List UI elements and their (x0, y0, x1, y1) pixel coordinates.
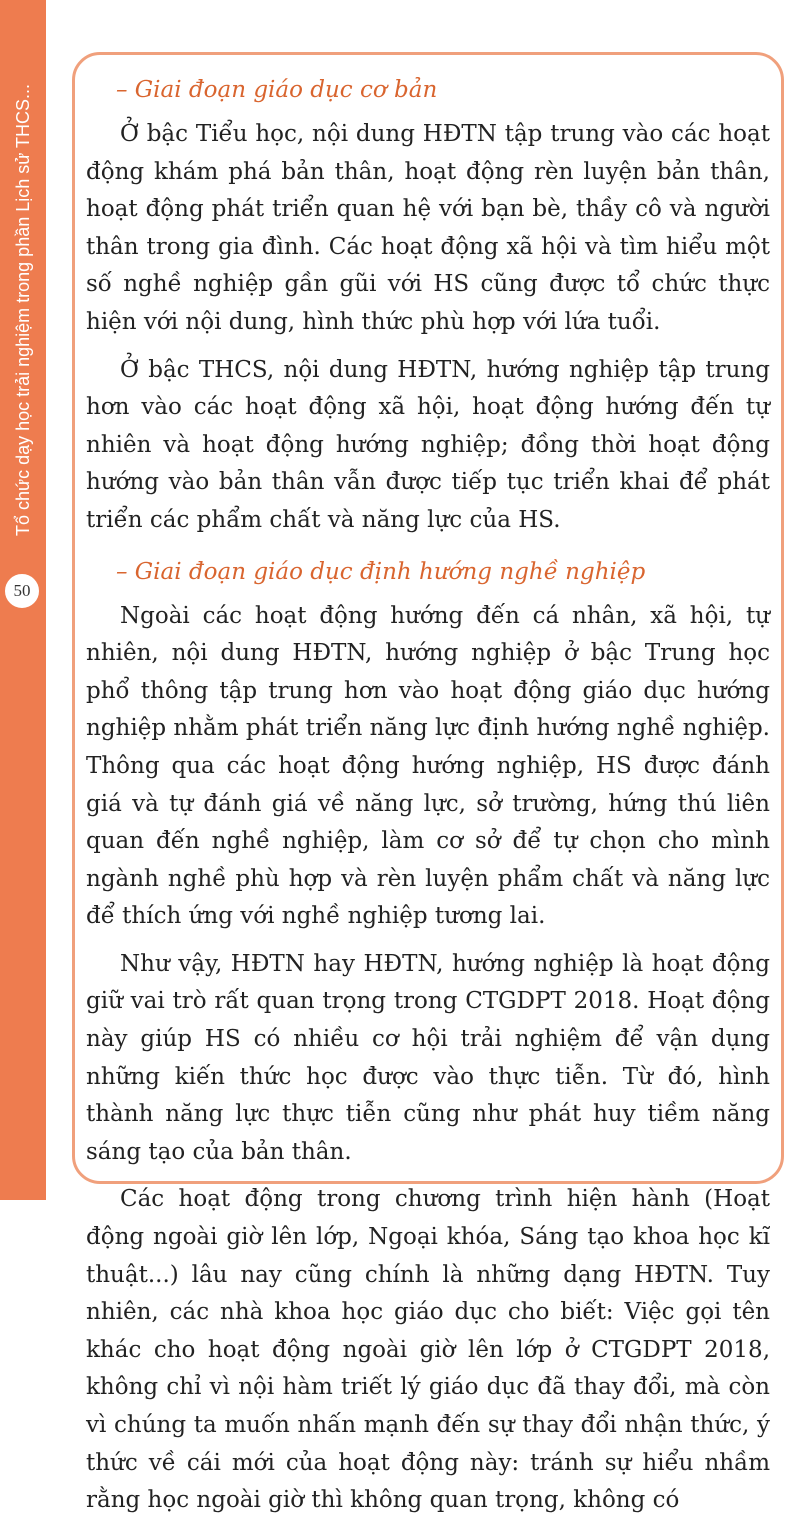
section-heading-basic-education: – Giai đoạn giáo dục cơ bản (116, 77, 438, 103)
book-title-vertical: Tổ chức dạy học trải nghiệm trong phần Lịch sử THCS... (13, 84, 33, 536)
paragraph-primary-school: Ở bậc Tiểu học, nội dung HĐTN tập trung vào các hoạt động khám phá bản thân, hoạt động rèn luyện bản thân, hoạt động phát triển quan hệ với bạn bè, thầy cô và người thân trong gia đình. Các hoạt động xã hội và tìm hiểu một số nghề nghiệp gần gũi với HS cũng được tổ chức thực hiện với nội dung, hình thức phù hợp với lứa tuổi. (86, 121, 770, 335)
side-band (0, 0, 46, 1200)
page-content (86, 70, 770, 1520)
paragraph-current-program: Các hoạt động trong chương trình hiện hành (Hoạt động ngoài giờ lên lớp, Ngoại khóa, Sáng tạo khoa học kĩ thuật...) lâu nay cũng chính là những dạng HĐTN. Tuy nhiên, các nhà khoa học giáo dục cho biết: Việc gọi tên khác cho hoạt động ngoài giờ lên lớp ở CTGDPT 2018, không chỉ vì nội hàm triết lý giáo dục đã thay đổi, mà còn vì chúng ta muốn nhấn mạnh đến sự thay đổi nhận thức, ý thức về cái mới của hoạt động này: tránh sự hiểu nhầm rằng học ngoài giờ thì không quan trọng, không có (86, 1186, 770, 1514)
page-number-badge: 50 (3, 572, 41, 610)
section-heading-career-orientation: – Giai đoạn giáo dục định hướng nghề nghiệp (116, 558, 646, 585)
paragraph-upper-secondary: Ngoài các hoạt động hướng đến cá nhân, xã hội, tự nhiên, nội dung HĐTN, hướng nghiệp ở bậc Trung học phổ thông tập trung hơn vào hoạt động giáo dục hướng nghiệp nhằm phát triển năng lực định hướng nghề nghiệp. Thông qua các hoạt động hướng nghiệp, HS được đánh giá và tự đánh giá về năng lực, sở trường, hứng thú liên quan đến nghề nghiệp, làm cơ sở để tự chọn cho mình ngành nghề phù hợp và rèn luyện phẩm chất và năng lực để thích ứng với nghề nghiệp tương lai. (86, 602, 770, 930)
paragraph-lower-secondary: Ở bậc THCS, nội dung HĐTN, hướng nghiệp tập trung hơn vào các hoạt động xã hội, hoạt động hướng đến tự nhiên và hoạt động hướng nghiệp; đồng thời hoạt động hướng vào bản thân vẫn được tiếp tục triển khai để phát triển các phẩm chất và năng lực của HS. (86, 356, 770, 533)
paragraph-importance: Như vậy, HĐTN hay HĐTN, hướng nghiệp là hoạt động giữ vai trò rất quan trọng trong CTGDPT 2018. Hoạt động này giúp HS có nhiều cơ hội trải nghiệm để vận dụng những kiến thức học được vào thực tiễn. Từ đó, hình thành năng lực thực tiễn cũng như phát huy tiềm năng sáng tạo của bản thân. (86, 950, 770, 1165)
